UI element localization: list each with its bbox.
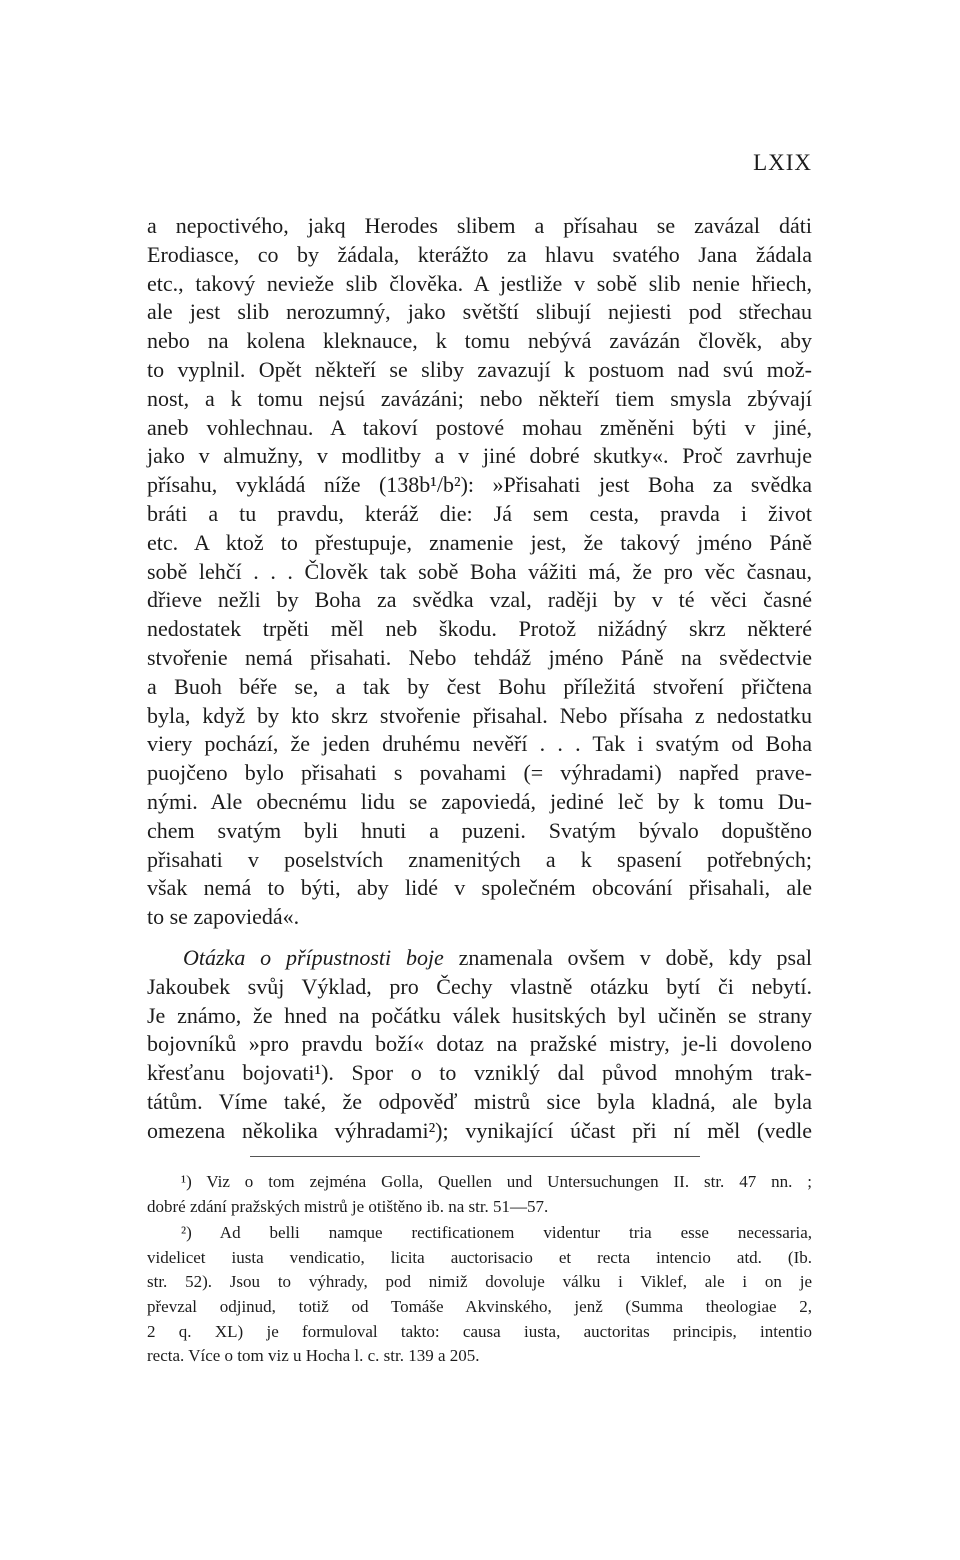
main-text	[147, 212, 812, 1146]
text-line: etc., takový nevieže slib člověka. A jestliže v sobě slib nenie hřiech,	[147, 270, 812, 296]
text-line: stvořenie nemá přisahati. Nebo tehdáž jméno Páně na svědectvie	[147, 644, 812, 670]
footnote-line: ¹) Viz o tom zejména Golla, Quellen und Untersuchungen II. str. 47 nn. ;	[181, 1172, 812, 1191]
footnote-line: dobré zdání pražských mistrů je otištěno ib. na str. 51—57.	[147, 1196, 549, 1216]
text-line	[147, 944, 812, 973]
page-number: LXIX	[753, 150, 812, 175]
text-line: nost, a k tomu nejsú zavázáni; nebo někteří tiem smysla zbývají	[147, 385, 812, 411]
text-line: Erodiasce, co by žádala, kterážto za hlavu svatého Jana žádala	[147, 241, 812, 267]
paragraph-gap	[147, 932, 812, 944]
footnote-line: videlicet iusta vendicatio, licita auctorisacio et recta intencio atd. (Ib.	[147, 1247, 812, 1267]
text-line: sobě lehčí . . . Člověk tak sobě Boha vážiti má, že pro věc časnau,	[147, 558, 812, 584]
text-line: aneb vohlechnau. A takoví postové mohau změněni býti v jiné,	[147, 414, 812, 440]
footnote-line: převzal odjinud, totiž od Tomáše Akvinského, jenž (Summa theologiae 2,	[147, 1296, 812, 1316]
text-line: to vyplnil. Opět někteří se sliby zavazují k postuom nad svú mož-	[147, 356, 812, 382]
text-line: ale jest slib nerozumný, jako světští slibují nejiesti pod střechau	[147, 299, 812, 325]
text-line: nými. Ale obecnému lidu se zapoviedá, jediné leč by k tomu Du-	[147, 788, 812, 814]
text-line: bráti a tu pravdu, kteráž die: Já sem cesta, pravda i život	[147, 500, 812, 526]
text-fragment: znamenala ovšem v době, kdy psal	[443, 944, 812, 970]
text-line: to se zapoviedá«.	[147, 904, 300, 930]
section-heading: Otázka o přípustnosti boje	[183, 944, 444, 970]
footnote-1	[147, 1170, 812, 1219]
text-line: nebo na kolena kleknauce, k tomu nebývá zavázán člověk, aby	[147, 328, 812, 354]
text-line: tátům. Víme také, že odpověď mistrů sice byla kladná, ale byla	[147, 1088, 812, 1114]
text-line: puojčeno bylo přisahati s povahami (= výhradami) napřed prave-	[147, 760, 812, 786]
text-line: jako v almužny, v modlitby a v jiné dobré skutky«. Proč zavrhuje	[147, 443, 812, 469]
text-line: přísahu, vykládá níže (138b¹/b²): »Přisahati jest Boha za svědka	[147, 472, 812, 498]
text-line: a nepoctivého, jakq Herodes slibem a přísahau se zavázal dáti	[147, 213, 812, 238]
text-line: byla, když by kto skrz stvořenie přisahal. Nebo přísaha z nedostatku	[147, 702, 812, 728]
footnote-line: str. 52). Jsou to výhrady, pod nimiž dovoluje válku i Viklef, ale i on je	[147, 1272, 812, 1292]
footnote-line: recta. Více o tom viz u Hocha l. c. str. 139 a 205.	[147, 1346, 480, 1366]
text-line: omezena několika výhradami²); vynikající účast při ní měl (vedle	[147, 1117, 812, 1143]
text-line: přisahati v poselstvích znamenitých a k spasení potřebných;	[147, 846, 812, 872]
text-line: Jakoubek svůj Výklad, pro Čechy vlastně otázku bytí či nebytí.	[147, 973, 812, 999]
text-line: chem svatým byli hnuti a puzeni. Svatým bývalo dopuštěno	[147, 817, 812, 843]
text-line: etc. A ktož to přestupuje, znamenie jest, že takový jméno Páně	[147, 529, 812, 555]
footnotes	[147, 1170, 812, 1369]
paragraph-2	[147, 944, 812, 1146]
footnote-line: 2 q. XL) je formuloval takto: causa iusta, auctoritas principis, intentio	[147, 1321, 812, 1341]
paragraph-1	[147, 212, 812, 932]
footnote-divider	[250, 1156, 700, 1157]
footnote-line: ²) Ad belli namque rectificationem videntur tria esse necessaria,	[181, 1223, 812, 1243]
text-line: křesťanu bojovati¹). Spor o to vzniklý dal původ mnohým trak-	[147, 1060, 812, 1086]
text-line: a Buoh béře se, a tak by čest Bohu příležitá stvoření přičtena	[147, 673, 812, 699]
text-line: bojovníků »pro pravdu boží« dotaz na pražské mistry, je-li dovoleno	[147, 1031, 812, 1057]
text-line: dřieve nežli by Boha za svědka vzal, raději by v té věci časné	[147, 587, 812, 613]
text-line: však nemá to býti, aby lidé v společném obcování přisahali, ale	[147, 875, 812, 901]
text-line: Je známo, že hned na počátku válek husitských byl učiněn se strany	[147, 1002, 812, 1028]
text-line: viery pochází, že jeden druhému nevěří . . . Tak i svatým od Boha	[147, 731, 812, 757]
footnote-2	[147, 1221, 812, 1369]
text-line: nedostatek trpěti měl neb škodu. Protož nižádný skrz některé	[147, 616, 812, 642]
